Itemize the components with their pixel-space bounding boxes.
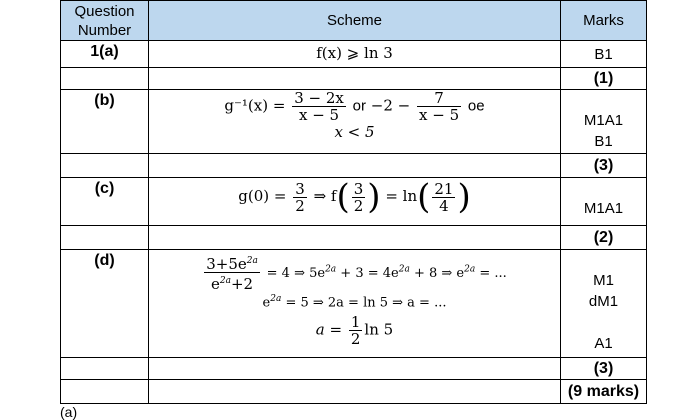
part-a-answer: f(x) ⩾ ln 3 [316, 44, 393, 62]
next-part-label-cut: (a) [60, 404, 78, 420]
header-row [61, 1, 647, 41]
part-a-total-row [61, 68, 647, 90]
header-scheme: Scheme [149, 1, 561, 41]
part-a-row [61, 41, 647, 68]
part-d-row [61, 250, 647, 358]
part-b-domain: x < 5 [334, 123, 375, 141]
part-c-total: (2) [561, 226, 647, 250]
part-b-total-row [61, 154, 647, 178]
part-d-total: (3) [561, 358, 647, 380]
part-b-inverse: g⁻¹(x) = $\frac{3 - 2x}{x - 5}$ or −2 − $\frac{7}{x - 5}$ oe [224, 89, 485, 124]
part-c-expression: g(0) = $\frac{3}{2}$ ⇒ f( $\frac{3}{2}$ ) = ln( $\frac{21}{4}$ ) [238, 177, 471, 217]
total-row [61, 380, 647, 404]
part-b-label: (b) [61, 90, 149, 154]
part-b-marks: M1A1 B1 [561, 90, 647, 154]
part-c-label: (c) [61, 178, 149, 226]
part-a-marks: B1 [561, 41, 647, 68]
part-d-label: (d) [61, 250, 149, 358]
part-c-marks: M1A1 [561, 178, 647, 226]
part-b-total: (3) [561, 154, 647, 178]
part-d-line-3: a = $\frac{1}{2}$ ln 5 [315, 313, 394, 349]
part-a-label: 1(a) [61, 41, 149, 68]
total-marks: (9 marks) [561, 380, 647, 404]
part-b-row [61, 90, 647, 154]
part-c-total-row [61, 226, 647, 250]
header-marks: Marks [561, 1, 647, 41]
mark-scheme-table [60, 0, 647, 404]
part-d-marks: M1 dM1 A1 [561, 250, 647, 358]
part-c-row [61, 178, 647, 226]
header-question-number: Question Number [61, 1, 149, 41]
part-d-total-row [61, 358, 647, 380]
part-d-line-2: $e^{2a} = 5$ ⇒ 2a = ln 5 ⇒ a = ... [262, 294, 447, 311]
part-a-total: (1) [561, 68, 647, 90]
part-d-line-1: $\frac{3+5e^{2a}}{e^{2a}+2}$ = 4 ⇒ $5e^{2a} + 3 = 4e^{2a} + 8$ ⇒ $e^{2a}$ = ... [206, 255, 507, 293]
